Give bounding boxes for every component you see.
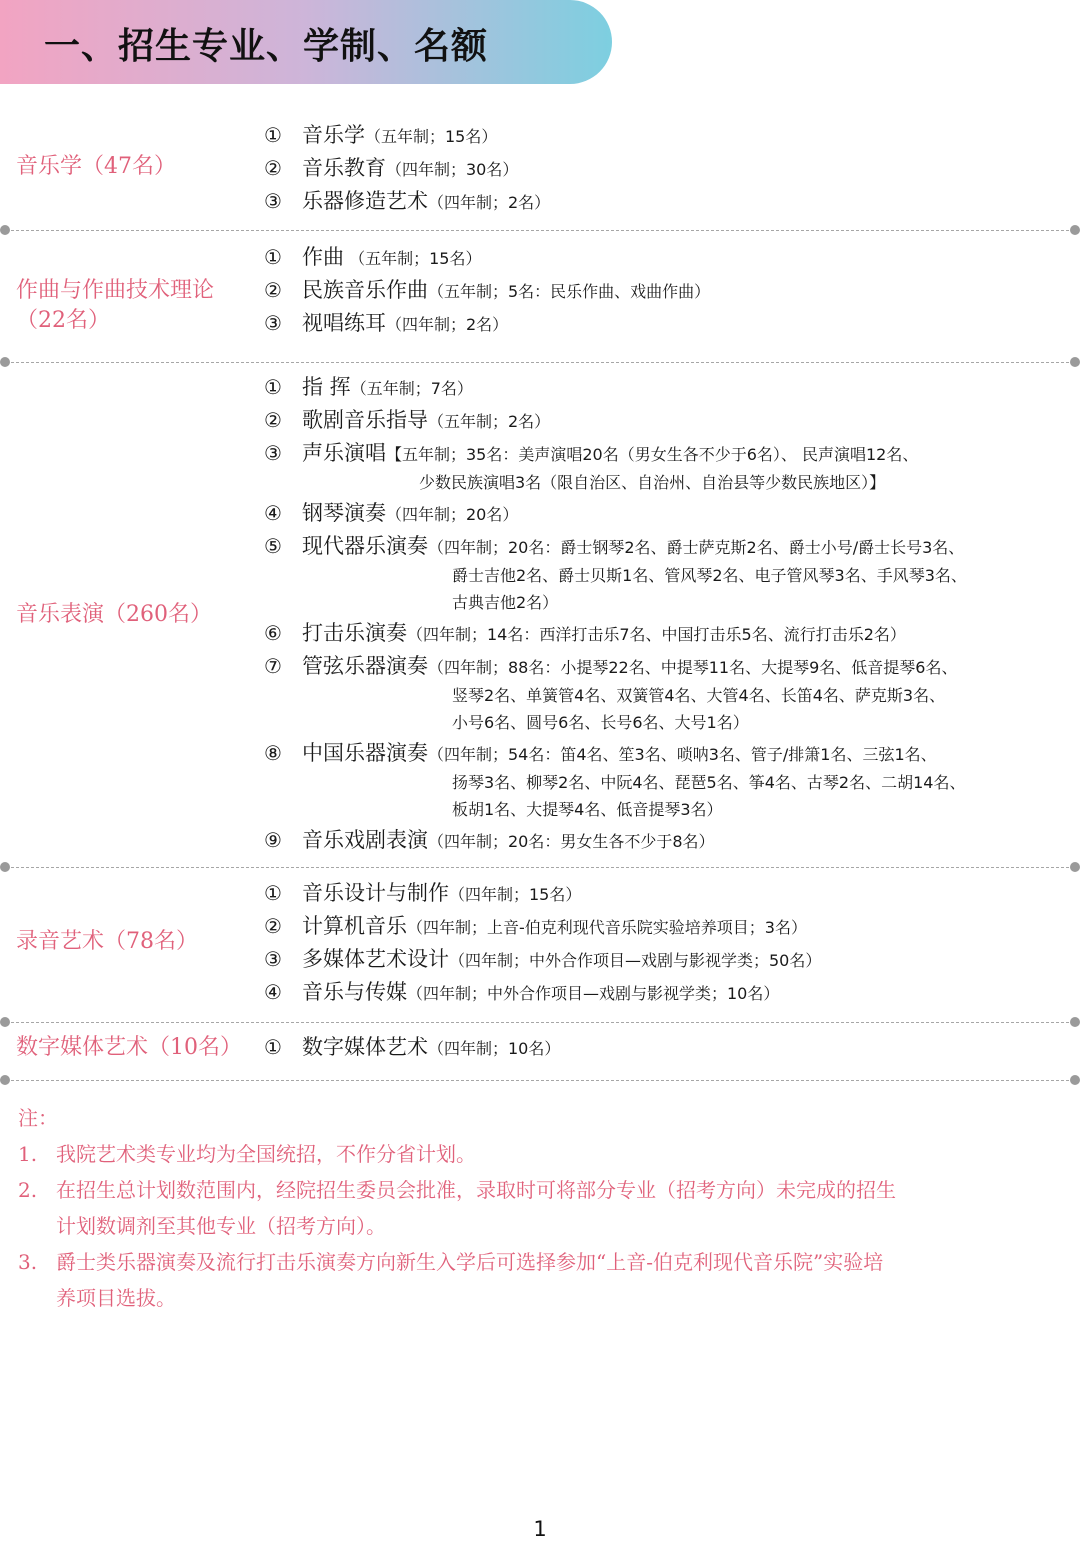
major-item: ④ 音乐与传媒（四年制；中外合作项目—戏剧与影视学类；10名） <box>264 980 780 1004</box>
major-item: ② 歌剧音乐指导（五年制；2名） <box>264 408 551 432</box>
major-item: ⑨ 音乐戏剧表演（四年制；20名：男女生各不少于8名） <box>264 828 715 852</box>
page-number: 1 <box>533 1517 547 1541</box>
notes-title: 注： <box>18 1106 58 1130</box>
divider-4 <box>6 1022 1074 1023</box>
item-detail-continuation: 少数民族演唱3名（限自治区、自治州、自治县等少数民族地区）】 <box>419 473 886 492</box>
item-detail-continuation: 板胡1名、大提琴4名、低音提琴3名） <box>452 800 723 819</box>
category-label: 音乐学（47名） <box>16 154 176 179</box>
note-item: 2. 在招生总计划数范围内，经院招生委员会批准，录取时可将部分专业（招考方向）未完成的招生 计划数调剂至其他专业（招考方向）。 <box>18 1178 896 1238</box>
item-detail-continuation: 竖琴2名、单簧管4名、双簧管4名、大管4名、长笛4名、萨克斯3名、 <box>452 686 946 705</box>
major-item: ① 指 挥（五年制；7名） <box>264 375 473 399</box>
divider-1 <box>6 230 1074 231</box>
major-item: ① 音乐学（五年制；15名） <box>264 123 498 147</box>
divider-5 <box>6 1080 1074 1081</box>
item-detail-continuation: 小号6名、圆号6名、长号6名、大号1名） <box>452 713 749 732</box>
category-label: 音乐表演（260名） <box>16 602 212 627</box>
major-item: ④ 钢琴演奏（四年制；20名） <box>264 501 519 525</box>
major-item: ② 民族音乐作曲（五年制；5名：民乐作曲、戏曲作曲） <box>264 278 711 302</box>
major-item: ② 音乐教育（四年制；30名） <box>264 156 519 180</box>
category-label: 作曲与作曲技术理论 （22名） <box>16 278 215 333</box>
note-item: 1. 我院艺术类专业均为全国统招，不作分省计划。 <box>18 1142 476 1166</box>
category-label: 录音艺术（78名） <box>16 929 198 954</box>
major-item: ② 计算机音乐（四年制；上音-伯克利现代音乐院实验培养项目；3名） <box>264 914 807 938</box>
notes-block <box>18 1100 1064 1316</box>
item-detail-continuation: 扬琴3名、柳琴2名、中阮4名、琵琶5名、筝4名、古琴2名、二胡14名、 <box>452 773 966 792</box>
major-item: ① 作曲 （五年制；15名） <box>264 245 482 269</box>
major-item: ⑥ 打击乐演奏（四年制；14名：西洋打击乐7名、中国打击乐5名、流行打击乐2名） <box>264 621 906 645</box>
major-item: ① 数字媒体艺术（四年制；10名） <box>264 1035 561 1059</box>
category-label: 数字媒体艺术（10名） <box>16 1035 242 1060</box>
major-item: ③ 声乐演唱【五年制；35名：美声演唱20名（男女生各不少于6名）、 民声演唱12名、 <box>264 441 919 465</box>
item-detail-continuation: 爵士吉他2名、爵士贝斯1名、管风琴2名、电子管风琴3名、手风琴3名、 <box>452 566 967 585</box>
section-title: 一、招生专业、学制、名额 <box>44 26 489 67</box>
divider-2 <box>6 362 1074 363</box>
major-item: ① 音乐设计与制作（四年制；15名） <box>264 881 582 905</box>
major-item: ⑤ 现代器乐演奏（四年制；20名：爵士钢琴2名、爵士萨克斯2名、爵士小号/爵士长号3名、 <box>264 534 965 558</box>
major-item: ③ 乐器修造艺术（四年制；2名） <box>264 189 551 213</box>
major-item: ③ 视唱练耳（四年制；2名） <box>264 311 509 335</box>
note-item: 3. 爵士类乐器演奏及流行打击乐演奏方向新生入学后可选择参加“上音-伯克利现代音乐院”实验培 养项目选拔。 <box>18 1250 884 1310</box>
divider-3 <box>6 867 1074 868</box>
item-detail-continuation: 古典吉他2名） <box>452 593 559 612</box>
major-item: ③ 多媒体艺术设计（四年制；中外合作项目—戏剧与影视学类；50名） <box>264 947 822 971</box>
major-item: ⑧ 中国乐器演奏（四年制；54名：笛4名、笙3名、唢呐3名、管子/排箫1名、三弦1名、 <box>264 741 937 765</box>
major-item: ⑦ 管弦乐器演奏（四年制；88名：小提琴22名、中提琴11名、大提琴9名、低音提琴6名、 <box>264 654 958 678</box>
